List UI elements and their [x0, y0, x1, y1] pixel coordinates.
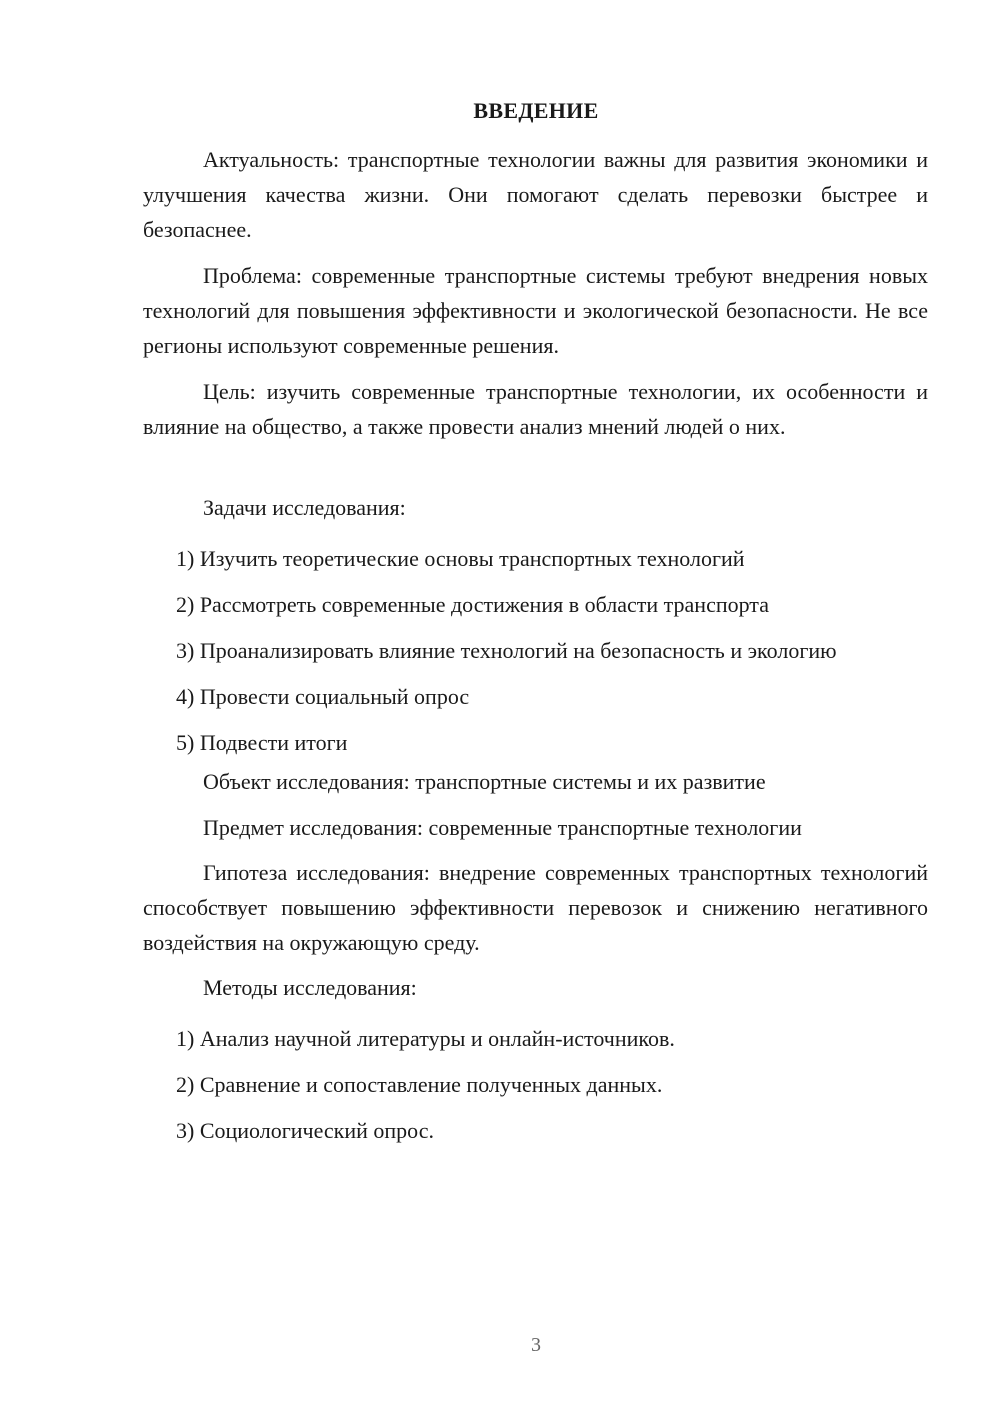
relevance-text: Актуальность: транспортные технологии важны для развития экономики и улучшения качества жизни. Они помогают сделать перевозки быстрее и безопаснее.: [143, 147, 928, 242]
tasks-heading-block: [143, 490, 928, 525]
page-title: ВВЕДЕНИЕ: [473, 98, 599, 123]
list-item: 2) Сравнение и сопоставление полученных данных.: [176, 1072, 663, 1097]
relevance-paragraph: [143, 142, 928, 247]
list-item: 1) Анализ научной литературы и онлайн-источников.: [176, 1026, 675, 1051]
page-number: 3: [531, 1334, 541, 1356]
list-item: 5) Подвести итоги: [176, 730, 348, 755]
problem-paragraph: [143, 258, 928, 363]
goal-text: Цель: изучить современные транспортные технологии, их особенности и влияние на общество, а также провести анализ мнений людей о них.: [143, 379, 928, 439]
problem-text: Проблема: современные транспортные системы требуют внедрения новых технологий для повышения эффективности и экологической безопасности. Не все регионы используют современные решения.: [143, 263, 928, 358]
object-paragraph: [143, 764, 928, 799]
list-item: 2) Рассмотреть современные достижения в области транспорта: [176, 592, 769, 617]
methods-heading-block: [143, 970, 928, 1005]
hypothesis-text: Гипотеза исследования: внедрение современных транспортных технологий способствует повышению эффективности перевозок и снижению негативного воздействия на окружающую среду.: [143, 860, 928, 955]
methods-heading: Методы исследования:: [203, 975, 417, 1000]
list-item: 4) Провести социальный опрос: [176, 684, 470, 709]
methods-list: [143, 1016, 928, 1154]
list-item: 1) Изучить теоретические основы транспортных технологий: [176, 546, 745, 571]
object-text: Объект исследования: транспортные системы и их развитие: [203, 769, 766, 794]
tasks-list: [143, 536, 928, 766]
list-item: 3) Проанализировать влияние технологий на безопасность и экологию: [176, 638, 837, 663]
goal-paragraph: [143, 374, 928, 444]
subject-text: Предмет исследования: современные транспортные технологии: [203, 815, 802, 840]
hypothesis-paragraph: [143, 855, 928, 960]
tasks-heading: Задачи исследования:: [203, 495, 406, 520]
list-item: 3) Социологический опрос.: [176, 1118, 434, 1143]
subject-paragraph: [143, 810, 928, 845]
